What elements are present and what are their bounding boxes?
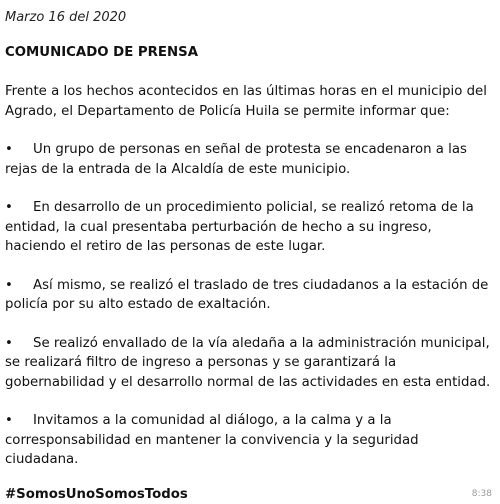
bullet-text: En desarrollo de un procedimiento policial, se realizó retoma de la entidad, la cual presentaba perturbación de hecho a su ingreso, haciendo el retiro de las personas de este lugar. bbox=[5, 200, 474, 254]
bullet-mark: • bbox=[5, 335, 13, 351]
hashtag-link[interactable]: #SomosUnoSomosTodos bbox=[5, 486, 188, 502]
bullet-mark: • bbox=[5, 277, 13, 293]
bullet-text: Así mismo, se realizó el traslado de tres ciudadanos a la estación de policía por su alto estado de exaltación. bbox=[5, 277, 489, 312]
press-release-title: COMUNICADO DE PRENSA bbox=[5, 45, 198, 60]
bullet-mark: • bbox=[5, 413, 13, 428]
message-timestamp: 8:38 bbox=[471, 489, 492, 499]
message-date: Marzo 16 del 2020 bbox=[5, 10, 127, 25]
list-item bbox=[5, 411, 494, 470]
list-item bbox=[5, 276, 494, 315]
bullet-list bbox=[5, 140, 494, 470]
bullet-text: Invitamos a la comunidad al diálogo, a la calma y a la corresponsabilidad en mantener la convivencia y la seguridad ciudadana. bbox=[5, 413, 419, 467]
bullet-mark: • bbox=[5, 200, 13, 215]
intro-paragraph: Frente a los hechos acontecidos en las últimas horas en el municipio del Agrado, el Departamento de Policía Huila se permite informar que: bbox=[5, 84, 487, 119]
bullet-text: Se realizó envallado de la vía aledaña a la administración municipal, se realizará filtro de ingreso a personas y se garantizará la gobernabilidad y el desarrollo normal de las actividades en esta entidad. bbox=[5, 335, 491, 390]
bullet-text: Un grupo de personas en señal de protesta se encadenaron a las rejas de la entrada de la Alcaldía de este municipio. bbox=[5, 142, 467, 177]
bullet-mark: • bbox=[5, 142, 13, 157]
list-item bbox=[5, 198, 494, 257]
list-item bbox=[5, 140, 494, 179]
list-item bbox=[5, 334, 494, 393]
